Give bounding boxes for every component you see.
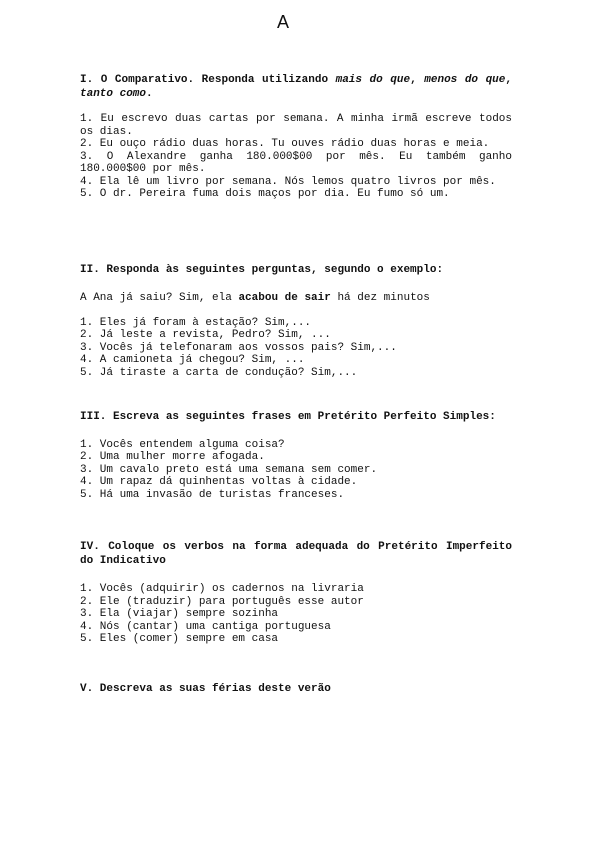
example-emphasis: acabou de sair [238,291,331,304]
exercise-item: 1. Eu escrevo duas cartas por semana. A minha irmã escreve todos os dias. [80,113,512,138]
section-preterito-perfeito [80,411,512,501]
exercise-item: 4. Nós (cantar) uma cantiga portuguesa [80,620,331,633]
exercise-item: 4. Um rapaz dá quinhentas voltas à cidade. [80,476,358,488]
section-heading: V. Descreva as suas férias deste verão [80,683,331,695]
exercise-item: 5. Eles (comer) sempre em casa [80,633,279,645]
section-heading: II. Responda às seguintes perguntas, segundo o exemplo: [80,264,444,276]
exercise-item: 5. Há uma invasão de turistas franceses. [80,488,345,501]
section-ferias [80,683,512,697]
exercise-item: 4. Ela lê um livro por semana. Nós lemos quatro livros por mês. [80,175,496,188]
exercise-item: 3. Ela (viajar) sempre sozinha [80,608,279,620]
heading-emphasis: mais do que [335,74,411,86]
exercise-item: 1. Eles já foram à estação? Sim,... [80,316,312,329]
exercise-list [80,583,512,646]
section-perguntas [80,264,512,379]
exercise-item: 1. Vocês entendem alguma coisa? [80,438,285,451]
exercise-item: 3. O Alexandre ganha 180.000$00 por mês. Eu também ganho 180.000$00 por mês. [80,150,512,175]
heading-text: , [505,74,512,86]
exercise-item: 5. O dr. Pereira fuma dois maços por dia. Eu fumo só um. [80,188,450,200]
heading-emphasis: tanto como [80,87,147,100]
exercise-item: 1. Vocês (adquirir) os cadernos na livraria [80,583,364,595]
example-text: há dez minutos [330,291,430,304]
example-text: A Ana já saiu? Sim, ela [80,291,239,304]
exercise-item: 2. Ele (traduzir) para português esse autor [80,595,364,608]
exercise-item: 3. Vocês já telefonaram aos vossos pais? Sim,... [80,341,397,354]
exercise-item: 2. Eu ouço rádio duas horas. Tu ouves rádio duas horas e meia. [80,138,490,150]
heading-text: , [410,74,425,86]
exercise-item: 4. A camioneta já chegou? Sim, ... [80,354,305,366]
heading-text: . [146,87,153,100]
heading-text: I. O Comparativo. Responda utilizando [80,74,336,86]
section-heading: III. Escreva as seguintes frases em Pretérito Perfeito Simples: [80,411,496,423]
exercise-item: 2. Uma mulher morre afogada. [80,451,265,463]
section-comparativo [80,74,512,201]
section-preterito-imperfeito [80,541,512,646]
example-line [80,292,512,305]
exercise-list [80,317,512,380]
exercise-list [80,439,512,502]
section-heading: IV. Coloque os verbos na forma adequada do Pretérito Imperfeito do Indicativo [80,541,512,567]
heading-emphasis: menos do que [424,74,506,86]
page-marker: A [276,12,289,32]
section-heading [80,74,512,101]
exercise-item: 2. Já leste a revista, Pedro? Sim, ... [80,329,331,341]
exercise-list [80,113,512,201]
exercise-item: 3. Um cavalo preto está uma semana sem comer. [80,463,378,476]
exercise-item: 5. Já tiraste a carta de condução? Sim,... [80,366,358,379]
